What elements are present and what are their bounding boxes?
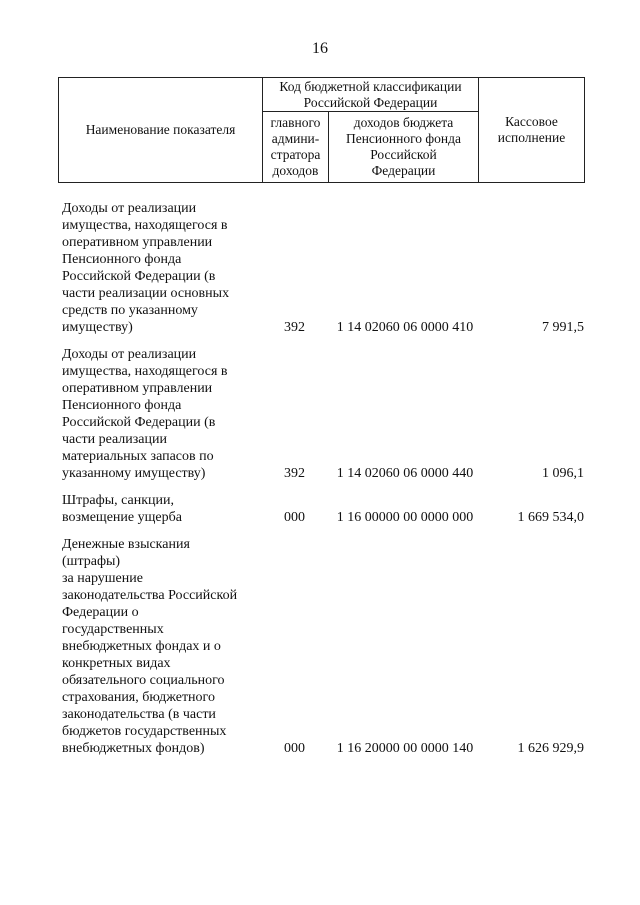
- row-kbk-code: 1 16 00000 00 0000 000: [336, 510, 474, 525]
- header-code-group: [263, 78, 479, 112]
- row-amount: 1 096,1: [542, 466, 584, 481]
- header-budget-line4: Федерации: [371, 163, 436, 178]
- table-row: [62, 346, 590, 482]
- table-row: [62, 200, 590, 336]
- header-code-line2: Российской Федерации: [303, 94, 438, 110]
- row-amount: 1 669 534,0: [517, 510, 584, 525]
- header-name-label: Наименование показателя: [85, 122, 236, 137]
- table-header: [58, 77, 585, 183]
- header-admin-line4: доходов: [272, 163, 319, 178]
- table-row: [62, 536, 590, 757]
- row-amount: 1 626 929,9: [517, 741, 584, 756]
- header-budget-line1: доходов бюджета: [353, 115, 454, 130]
- row-admin-code: 000: [284, 510, 305, 525]
- row-admin-code: 000: [284, 741, 305, 756]
- row-admin-code: 392: [284, 320, 305, 335]
- header-cash-line2: исполнение: [497, 130, 566, 145]
- header-budget-line2: Пенсионного фонда: [345, 131, 462, 146]
- row-amount: 7 991,5: [542, 320, 584, 335]
- row-name: Штрафы, санкции, возмещение ущерба: [62, 493, 182, 525]
- header-code-line1: Код бюджетной классификации: [279, 78, 462, 94]
- page-number: 16: [312, 40, 328, 57]
- row-kbk-code: 1 14 02060 06 0000 440: [336, 466, 474, 481]
- row-name: Доходы от реализации имущества, находящегося в оперативном управлении Пенсионного фонда Российской Федерации (в части реализации основных средств по указанному имуществу): [62, 201, 230, 335]
- header-name-column: [59, 78, 263, 182]
- header-budget-column: [329, 112, 479, 182]
- row-name: Доходы от реализации имущества, находящегося в оперативном управлении Пенсионного фонда Российской Федерации (в части реализации материальных запасов по указанному имуществу): [62, 347, 228, 481]
- header-admin-line1: главного: [270, 115, 321, 130]
- row-kbk-code: 1 16 20000 00 0000 140: [336, 741, 474, 756]
- header-admin-line3: стратора: [270, 147, 321, 162]
- header-admin-line2: админи-: [271, 131, 320, 146]
- table-body: [62, 200, 590, 767]
- header-cash-column: [479, 78, 584, 182]
- row-name: Денежные взыскания (штрафы) за нарушение законодательства Российской Федерации о государственных внебюджетных фондах и о конкретных видах обязательного социального страхования, бюджетного законодательства (в части бюджетов государственных внебюджетных фондов): [62, 537, 238, 756]
- header-budget-line3: Российской: [370, 147, 437, 162]
- header-admin-column: [263, 112, 329, 182]
- table-row: [62, 492, 590, 526]
- row-admin-code: 392: [284, 466, 305, 481]
- row-kbk-code: 1 14 02060 06 0000 410: [336, 320, 474, 335]
- header-cash-line1: Кассовое: [505, 114, 558, 129]
